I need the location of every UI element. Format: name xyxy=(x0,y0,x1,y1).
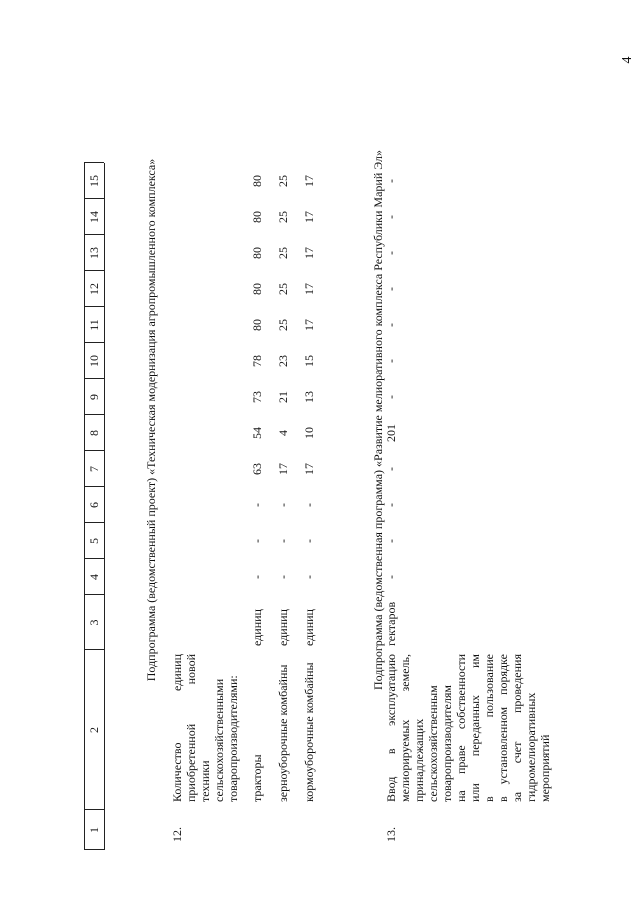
page-number: 4 xyxy=(620,56,635,64)
header-cell: 6 xyxy=(87,502,101,508)
row-label-line: техники xyxy=(198,760,212,802)
header-cell: 10 xyxy=(87,355,101,367)
value-cell: - xyxy=(384,395,398,399)
value-cell: - xyxy=(384,251,398,255)
header-cell: 15 xyxy=(87,175,101,187)
value-cell: 13 xyxy=(302,391,316,403)
row-label-line: в установленном порядке xyxy=(496,654,510,802)
value-cell: 17 xyxy=(302,247,316,259)
value-cell: - xyxy=(384,359,398,363)
value-cell: 23 xyxy=(276,355,290,367)
value-cell: 201 xyxy=(384,424,398,442)
section-title-techmod: Подпрограмма (ведомственный проект) «Техническая модернизация агропромышленного комплекса» xyxy=(144,158,158,682)
value-cell: - xyxy=(302,575,316,579)
value-cell: 25 xyxy=(276,319,290,331)
value-cell: - xyxy=(384,287,398,291)
value-cell: - xyxy=(276,503,290,507)
value-cell: 17 xyxy=(302,175,316,187)
row-label-line: сельскохозяйственным xyxy=(426,685,440,802)
value-cell: - xyxy=(384,467,398,471)
row-label-line: Количество единиц xyxy=(170,654,184,802)
row-label-line: в пользование xyxy=(482,654,496,802)
value-cell: 25 xyxy=(276,175,290,187)
value-cell: 15 xyxy=(302,355,316,367)
row-label-line: сельскохозяйственными xyxy=(212,678,226,802)
value-cell: 25 xyxy=(276,283,290,295)
value-cell: 4 xyxy=(276,430,290,436)
value-cell: - xyxy=(276,539,290,543)
value-cell: - xyxy=(384,575,398,579)
row-label-line: товаропроизводителями: xyxy=(226,675,240,802)
value-cell: 17 xyxy=(276,463,290,475)
header-cell: 14 xyxy=(87,211,101,223)
value-cell: 80 xyxy=(250,211,264,223)
row-number: 12. xyxy=(170,827,184,842)
row-unit: гектаров xyxy=(384,601,398,646)
value-cell: - xyxy=(384,215,398,219)
value-cell: 54 xyxy=(250,427,264,439)
header-cell: 13 xyxy=(87,247,101,259)
row-label-line: Ввод в эксплуатацию xyxy=(384,654,398,802)
header-cell: 5 xyxy=(87,538,101,544)
value-cell: 17 xyxy=(302,211,316,223)
value-cell: 17 xyxy=(302,283,316,295)
header-bottom-rule xyxy=(104,163,105,850)
value-cell: - xyxy=(250,575,264,579)
value-cell: 25 xyxy=(276,247,290,259)
value-cell: 25 xyxy=(276,211,290,223)
row-label-line: принадлежащих xyxy=(412,718,426,802)
value-cell: - xyxy=(302,503,316,507)
row-label-line: или переданных им xyxy=(468,654,482,802)
header-cell: 8 xyxy=(87,430,101,436)
row-label-line: мероприятий xyxy=(538,734,552,802)
row-label-line: зерноуборочные комбайны xyxy=(276,664,290,802)
value-cell: 80 xyxy=(250,283,264,295)
header-cell: 7 xyxy=(87,466,101,472)
header-cell: 12 xyxy=(87,283,101,295)
value-cell: - xyxy=(384,503,398,507)
row-number: 13. xyxy=(384,827,398,842)
value-cell: 17 xyxy=(302,319,316,331)
header-cell: 1 xyxy=(87,827,101,833)
section-title-melioration: Подпрограмма (ведомственная программа) «Развитие мелиоративного комплекса Республики Марий Эл» xyxy=(371,149,385,691)
row-label-line: гидромелиоративных xyxy=(524,692,538,802)
value-cell: - xyxy=(384,323,398,327)
row-label-line: на праве собственности xyxy=(454,654,468,802)
row-label-line: мелиорируемых земель, xyxy=(398,654,412,802)
row-unit: единиц xyxy=(276,609,290,646)
rotated-table xyxy=(84,43,619,850)
header-cell: 11 xyxy=(87,319,101,331)
value-cell: 80 xyxy=(250,319,264,331)
value-cell: - xyxy=(302,539,316,543)
value-cell: 63 xyxy=(250,463,264,475)
value-cell: 21 xyxy=(276,391,290,403)
row-label-line: товаропроизводителям xyxy=(440,685,454,802)
header-cell: 4 xyxy=(87,574,101,580)
value-cell: 78 xyxy=(250,355,264,367)
row-label-line: тракторы xyxy=(250,754,264,802)
value-cell: 73 xyxy=(250,391,264,403)
value-cell: 17 xyxy=(302,463,316,475)
value-cell: 80 xyxy=(250,175,264,187)
row-label-line: приобретенной новой xyxy=(184,654,198,802)
value-cell: - xyxy=(276,575,290,579)
value-cell: 80 xyxy=(250,247,264,259)
value-cell: - xyxy=(250,539,264,543)
value-cell: - xyxy=(250,503,264,507)
header-cell: 3 xyxy=(87,619,101,626)
row-label-line: за счет проведения xyxy=(510,654,524,802)
row-label-line: кормоуборочные комбайны xyxy=(302,662,316,802)
value-cell: 10 xyxy=(302,427,316,439)
value-cell: - xyxy=(384,539,398,543)
value-cell: - xyxy=(384,179,398,183)
row-unit: единиц xyxy=(250,609,264,646)
header-cell: 9 xyxy=(87,394,101,400)
header-cell: 2 xyxy=(87,727,101,733)
row-unit: единиц xyxy=(302,609,316,646)
